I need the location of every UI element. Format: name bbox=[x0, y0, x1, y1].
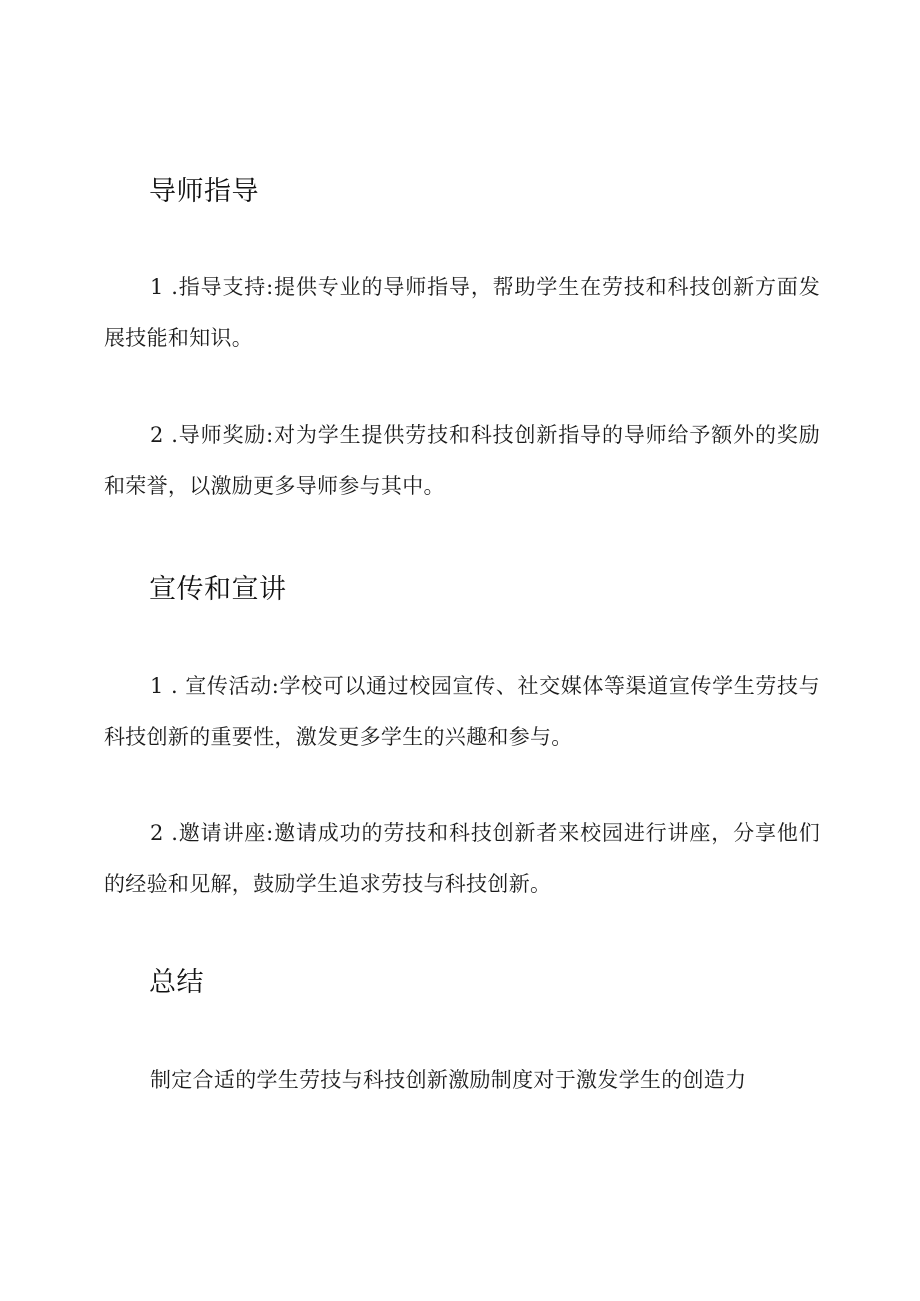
paragraph-guidance-support: 1 .指导支持:提供专业的导师指导，帮助学生在劳技和科技创新方面发展技能和知识。 bbox=[104, 275, 820, 350]
section-heading-summary: 总结 bbox=[149, 967, 204, 998]
paragraph-mentor-reward: 2 .导师奖励:对为学生提供劳技和科技创新指导的导师给予额外的奖励和荣誉，以激励更多导师参与其中。 bbox=[104, 423, 820, 498]
paragraph-invited-lectures: 2 .邀请讲座:邀请成功的劳技和科技创新者来校园进行讲座，分享他们的经验和见解，鼓励学生追求劳技与科技创新。 bbox=[104, 821, 820, 896]
section-heading-publicity: 宣传和宣讲 bbox=[149, 574, 287, 605]
section-heading-mentor-guidance: 导师指导 bbox=[149, 176, 259, 207]
paragraph-summary: 制定合适的学生劳技与科技创新激励制度对于激发学生的创造力 bbox=[150, 1068, 747, 1092]
paragraph-publicity-activities: 1 . 宣传活动:学校可以通过校园宣传、社交媒体等渠道宣传学生劳技与科技创新的重要性，激发更多学生的兴趣和参与。 bbox=[104, 674, 820, 749]
